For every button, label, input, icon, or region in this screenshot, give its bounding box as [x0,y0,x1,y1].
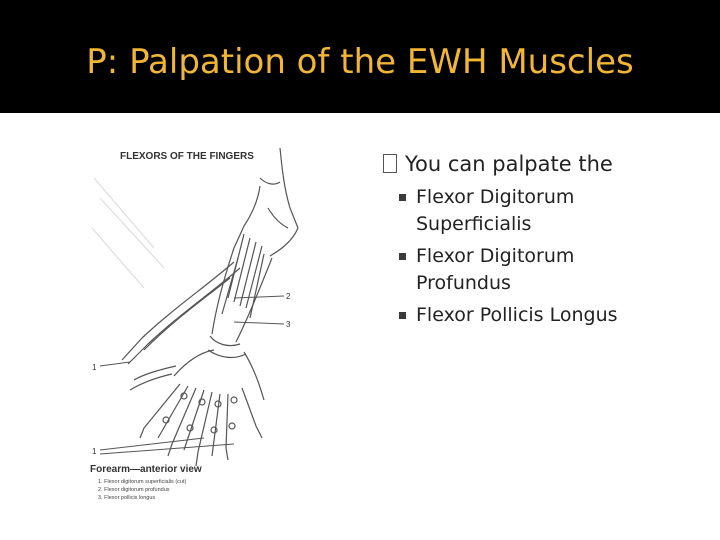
legend-item-2: 2. Flexor digitorum profundus [98,487,170,493]
list-item [399,184,713,238]
sub-bullet-list [383,184,713,329]
slide-title: P: Palpation of the EWH Muscles [86,42,634,82]
checkbox-bullet-icon [383,154,397,173]
item-line-2: Profundus [416,272,511,294]
legend-item-1: 1. Flexor digitorum superficialis (cut) [98,479,187,485]
square-bullet-icon [399,312,406,319]
callout-1-lower: 1 [92,447,97,456]
callout-3: 3 [286,320,291,329]
title-bar [0,0,720,113]
callout-1: 1 [92,363,97,372]
square-bullet-icon [399,194,406,201]
list-item [399,243,713,297]
forearm-illustration [84,138,320,510]
item-line-1: Flexor Digitorum [416,245,575,267]
item-line-1: Flexor Pollicis Longus [416,304,618,326]
anatomy-figure [84,138,320,510]
intro-text: You can palpate the [405,152,613,176]
list-item-text [416,302,618,329]
callout-2: 2 [286,292,291,301]
bullet-intro [383,148,713,180]
list-item [399,302,713,329]
list-item-text [416,243,574,297]
figure-caption: Forearm—anterior view [90,464,202,475]
item-line-2: Superficialis [416,213,532,235]
square-bullet-icon [399,253,406,260]
item-line-1: Flexor Digitorum [416,186,575,208]
list-item-text [416,184,574,238]
figure-heading: FLEXORS OF THE FINGERS [120,151,254,162]
legend-item-3: 3. Flexor pollicis longus [98,495,156,501]
bullet-list [383,148,713,334]
